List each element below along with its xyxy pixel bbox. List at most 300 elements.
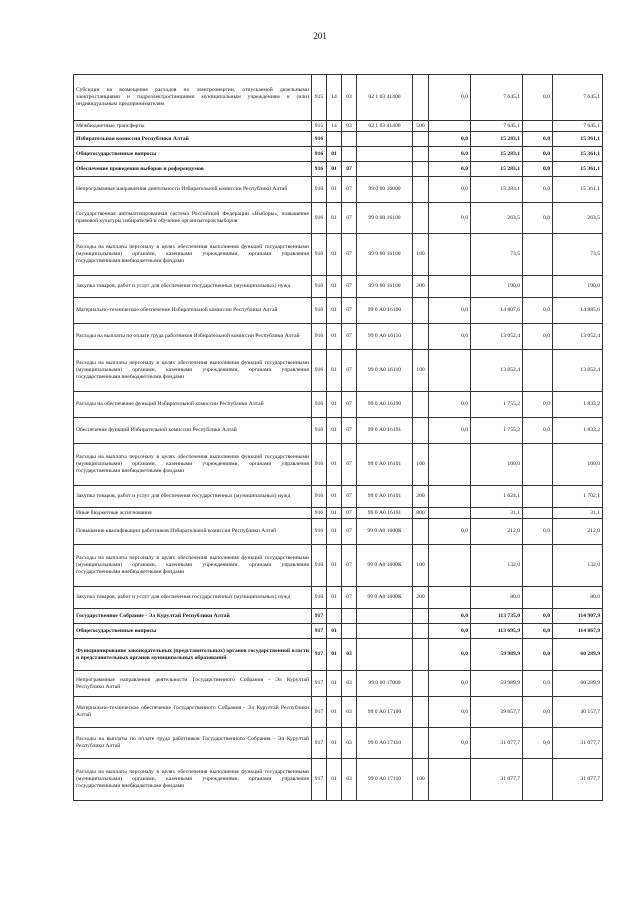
- row-amount-1: [429, 121, 471, 132]
- table-row: [74, 234, 603, 276]
- page-number: 201: [313, 31, 327, 41]
- row-section-code: 01: [327, 276, 342, 298]
- row-expense-type: 100: [413, 234, 429, 276]
- row-amount-1: [429, 545, 471, 587]
- row-section-code: 01: [327, 203, 342, 234]
- row-subsection-code: 03: [342, 121, 357, 132]
- row-ministry-code: 917: [312, 624, 327, 639]
- row-target-article: [357, 609, 413, 624]
- row-section-code: 01: [327, 624, 342, 639]
- table-row: [74, 177, 603, 203]
- row-amount-4: 15 361,1: [553, 177, 603, 203]
- row-subsection-code: 03: [342, 75, 357, 121]
- row-amount-1: [429, 486, 471, 508]
- row-target-article: 02 1 03 41400: [357, 121, 413, 132]
- row-section-code: 01: [327, 728, 342, 759]
- row-amount-2: 15 283,1: [471, 177, 523, 203]
- row-expense-type: [413, 697, 429, 728]
- row-target-article: 99 0 А0 17110: [357, 759, 413, 801]
- row-amount-2: 1 755,2: [471, 418, 523, 444]
- row-amount-2: 212,0: [471, 519, 523, 545]
- row-amount-1: [429, 444, 471, 486]
- row-amount-3: 0,0: [523, 162, 553, 177]
- row-amount-2: 59 989,9: [471, 639, 523, 671]
- row-ministry-code: 916: [312, 177, 327, 203]
- row-amount-1: 0,0: [429, 624, 471, 639]
- row-name: Функционирование законодательных (представительных) органов государственной власти и представительных органов муниципальных образований: [74, 639, 312, 671]
- table-row: [74, 276, 603, 298]
- table-row: [74, 203, 603, 234]
- row-amount-2: 73,5: [471, 234, 523, 276]
- table-row: [74, 519, 603, 545]
- row-amount-4: 31 077,7: [553, 759, 603, 801]
- row-amount-3: 0,0: [523, 75, 553, 121]
- row-target-article: 99 0 А0 17100: [357, 697, 413, 728]
- row-target-article: 99 0 А0 16191: [357, 508, 413, 519]
- table-row: [74, 418, 603, 444]
- row-ministry-code: 916: [312, 486, 327, 508]
- row-expense-type: 100: [413, 545, 429, 587]
- row-amount-4: 132,0: [553, 545, 603, 587]
- row-amount-1: 0,0: [429, 147, 471, 162]
- row-section-code: 01: [327, 392, 342, 418]
- row-amount-3: [523, 444, 553, 486]
- row-amount-2: 1 624,1: [471, 486, 523, 508]
- row-amount-3: [523, 545, 553, 587]
- row-expense-type: 200: [413, 276, 429, 298]
- row-expense-type: [413, 639, 429, 671]
- row-amount-3: [523, 350, 553, 392]
- table-row: [74, 639, 603, 671]
- row-amount-3: 0,0: [523, 324, 553, 350]
- row-ministry-code: 916: [312, 324, 327, 350]
- row-name: Закупка товаров, работ и услуг для обеспечения государственных (муниципальных) нужд: [74, 587, 312, 609]
- row-amount-2: 14 807,6: [471, 298, 523, 324]
- row-amount-2: 7 645,1: [471, 121, 523, 132]
- row-amount-1: 0,0: [429, 418, 471, 444]
- row-subsection-code: 03: [342, 671, 357, 697]
- table-row: [74, 147, 603, 162]
- row-amount-2: 59 989,9: [471, 671, 523, 697]
- row-target-article: 99 0 А0 1600К: [357, 519, 413, 545]
- table-row: [74, 759, 603, 801]
- row-amount-3: [523, 121, 553, 132]
- row-amount-4: 31 077,7: [553, 728, 603, 759]
- row-amount-4: 114 907,9: [553, 609, 603, 624]
- row-subsection-code: 07: [342, 234, 357, 276]
- row-amount-1: [429, 350, 471, 392]
- row-amount-4: 114 867,9: [553, 624, 603, 639]
- row-ministry-code: 916: [312, 162, 327, 177]
- row-amount-4: 1 833,2: [553, 418, 603, 444]
- row-section-code: [327, 609, 342, 624]
- row-amount-1: 0,0: [429, 75, 471, 121]
- row-section-code: 01: [327, 587, 342, 609]
- row-section-code: 01: [327, 486, 342, 508]
- row-expense-type: [413, 75, 429, 121]
- row-ministry-code: 916: [312, 444, 327, 486]
- row-section-code: 01: [327, 324, 342, 350]
- row-ministry-code: 916: [312, 132, 327, 147]
- row-name: Избирательная комиссия Республики Алтай: [74, 132, 312, 147]
- row-section-code: 01: [327, 519, 342, 545]
- row-section-code: 01: [327, 418, 342, 444]
- row-subsection-code: 03: [342, 759, 357, 801]
- row-target-article: 99 0 А0 16191: [357, 418, 413, 444]
- row-section-code: 01: [327, 147, 342, 162]
- row-ministry-code: 916: [312, 418, 327, 444]
- row-name: Общегосударственные вопросы: [74, 624, 312, 639]
- row-amount-4: 263,5: [553, 203, 603, 234]
- row-target-article: 99 0 А0 1600К: [357, 545, 413, 587]
- row-ministry-code: 916: [312, 508, 327, 519]
- row-amount-3: 0,0: [523, 519, 553, 545]
- table-row: [74, 75, 603, 121]
- row-target-article: 99 0 А0 1600К: [357, 587, 413, 609]
- row-amount-4: 100,0: [553, 444, 603, 486]
- row-ministry-code: 917: [312, 609, 327, 624]
- row-subsection-code: [342, 132, 357, 147]
- row-amount-2: 190,0: [471, 276, 523, 298]
- row-amount-1: 0,0: [429, 609, 471, 624]
- row-name: Непрограммные направления деятельности Избирательной комиссии Республики Алтай: [74, 177, 312, 203]
- table-row: [74, 728, 603, 759]
- row-amount-3: 0,0: [523, 177, 553, 203]
- row-section-code: 01: [327, 671, 342, 697]
- row-expense-type: [413, 147, 429, 162]
- row-amount-1: 0,0: [429, 298, 471, 324]
- row-amount-1: 0,0: [429, 392, 471, 418]
- row-name: Повышение квалификации работников Избирательной комиссии Республики Алтай: [74, 519, 312, 545]
- row-expense-type: 100: [413, 444, 429, 486]
- row-amount-3: 0,0: [523, 728, 553, 759]
- row-amount-4: 190,0: [553, 276, 603, 298]
- row-amount-4: 60 289,9: [553, 639, 603, 671]
- row-amount-1: [429, 587, 471, 609]
- row-target-article: 99 0 00 16100: [357, 234, 413, 276]
- row-amount-3: 0,0: [523, 609, 553, 624]
- row-amount-1: 0,0: [429, 671, 471, 697]
- row-name: Обеспечение функций Избирательной комиссии Республики Алтай: [74, 418, 312, 444]
- row-amount-4: 15 361,1: [553, 162, 603, 177]
- row-name: Расходы на выплаты персоналу в целях обеспечения выполнения функций государственными (муниципальными) органами, казенными учреждениями, органами управления государственными внебюджетными фондами: [74, 444, 312, 486]
- row-target-article: 99 0 А0 16191: [357, 444, 413, 486]
- row-ministry-code: 917: [312, 728, 327, 759]
- row-amount-4: 1 702,1: [553, 486, 603, 508]
- row-name: Общегосударственные вопросы: [74, 147, 312, 162]
- row-section-code: 01: [327, 545, 342, 587]
- row-amount-1: 0,0: [429, 203, 471, 234]
- row-amount-4: 15 361,1: [553, 147, 603, 162]
- row-section-code: 01: [327, 234, 342, 276]
- row-expense-type: [413, 418, 429, 444]
- table-row: [74, 350, 603, 392]
- row-ministry-code: 917: [312, 639, 327, 671]
- row-amount-2: 7 645,1: [471, 75, 523, 121]
- row-expense-type: [413, 177, 429, 203]
- row-expense-type: [413, 392, 429, 418]
- row-amount-2: 1 755,2: [471, 392, 523, 418]
- row-amount-2: 113 735,0: [471, 609, 523, 624]
- row-name: Обеспечение проведения выборов и референдумов: [74, 162, 312, 177]
- row-name: Закупка товаров, работ и услуг для обеспечения государственных (муниципальных) нужд: [74, 276, 312, 298]
- row-ministry-code: 915: [312, 75, 327, 121]
- row-amount-2: 13 052,4: [471, 324, 523, 350]
- row-target-article: [357, 639, 413, 671]
- row-subsection-code: 03: [342, 728, 357, 759]
- row-name: Материально-техническое обеспечение Избирательной комиссии Республики Алтай: [74, 298, 312, 324]
- row-section-code: 01: [327, 444, 342, 486]
- row-amount-1: [429, 276, 471, 298]
- row-subsection-code: 03: [342, 639, 357, 671]
- row-amount-1: 0,0: [429, 324, 471, 350]
- row-section-code: [327, 132, 342, 147]
- row-subsection-code: 07: [342, 519, 357, 545]
- row-amount-3: 0,0: [523, 392, 553, 418]
- row-amount-4: 7 645,1: [553, 75, 603, 121]
- row-amount-1: 0,0: [429, 162, 471, 177]
- row-name: Материально-техническое обеспечение Государственного Собрания - Эл Курултай Республики Алтай: [74, 697, 312, 728]
- row-subsection-code: 07: [342, 298, 357, 324]
- row-ministry-code: 916: [312, 276, 327, 298]
- row-amount-3: 0,0: [523, 132, 553, 147]
- row-ministry-code: 916: [312, 545, 327, 587]
- row-name: Расходы на выплаты по оплате труда работников Избирательной комиссии Республики Алтай: [74, 324, 312, 350]
- row-subsection-code: 07: [342, 486, 357, 508]
- row-target-article: 99 0 А0 16191: [357, 486, 413, 508]
- row-expense-type: 800: [413, 508, 429, 519]
- row-target-article: [357, 147, 413, 162]
- row-target-article: 99 0 А0 16190: [357, 392, 413, 418]
- row-expense-type: [413, 519, 429, 545]
- row-amount-2: 15 283,1: [471, 132, 523, 147]
- row-amount-3: 0,0: [523, 624, 553, 639]
- row-amount-2: 263,5: [471, 203, 523, 234]
- row-name: Расходы на обеспечение функций Избирательной комиссии Республики Алтай: [74, 392, 312, 418]
- row-subsection-code: 07: [342, 418, 357, 444]
- row-subsection-code: 07: [342, 444, 357, 486]
- row-section-code: 01: [327, 697, 342, 728]
- table-row: [74, 545, 603, 587]
- row-amount-4: 60 289,9: [553, 671, 603, 697]
- row-ministry-code: 916: [312, 147, 327, 162]
- row-expense-type: [413, 162, 429, 177]
- row-expense-type: 500: [413, 121, 429, 132]
- row-amount-2: 80,0: [471, 587, 523, 609]
- row-subsection-code: [342, 624, 357, 639]
- row-amount-4: 15 361,1: [553, 132, 603, 147]
- row-amount-3: 0,0: [523, 203, 553, 234]
- row-expense-type: [413, 609, 429, 624]
- table-row: [74, 162, 603, 177]
- row-section-code: 01: [327, 298, 342, 324]
- row-name: Государственное Собрание - Эл Курултай Республики Алтай: [74, 609, 312, 624]
- row-amount-2: 31 077,7: [471, 759, 523, 801]
- row-amount-2: 132,0: [471, 545, 523, 587]
- row-amount-3: [523, 234, 553, 276]
- row-name: Субсидии на возмещение расходов по электроэнергии, отпускаемой дизельными электростанциями и гидроэлектростанциями муниципальным учреждениям и (или) индивидуальным предпринимателям: [74, 75, 312, 121]
- row-amount-4: 13 052,4: [553, 324, 603, 350]
- row-amount-3: 0,0: [523, 298, 553, 324]
- table-row: [74, 324, 603, 350]
- row-target-article: [357, 162, 413, 177]
- row-amount-1: [429, 508, 471, 519]
- row-target-article: 99 0 00 16000: [357, 177, 413, 203]
- row-target-article: 99 0 А0 16110: [357, 350, 413, 392]
- row-name: Непрограммные направления деятельности Государственного Собрания - Эл Курултай Республики Алтай: [74, 671, 312, 697]
- row-expense-type: 200: [413, 486, 429, 508]
- row-amount-4: 13 052,4: [553, 350, 603, 392]
- table-row: [74, 697, 603, 728]
- row-amount-2: 15 283,1: [471, 147, 523, 162]
- row-target-article: 99 0 00 16100: [357, 203, 413, 234]
- row-name: Расходы на выплаты персоналу в целях обеспечения выполнения функций государственными (муниципальными) органами, казенными учреждениями, органами управления государственными внебюджетными фондами: [74, 759, 312, 801]
- row-subsection-code: 07: [342, 392, 357, 418]
- row-subsection-code: 07: [342, 177, 357, 203]
- row-ministry-code: 916: [312, 350, 327, 392]
- row-name: Расходы на выплаты персоналу в целях обеспечения выполнения функций государственными (муниципальными) органами, казенными учреждениями, органами управления государственными внебюджетными фондами: [74, 545, 312, 587]
- row-ministry-code: 917: [312, 697, 327, 728]
- row-subsection-code: [342, 609, 357, 624]
- row-ministry-code: 916: [312, 392, 327, 418]
- row-amount-2: 39 857,7: [471, 697, 523, 728]
- row-name: Межбюджетные трансферты: [74, 121, 312, 132]
- row-expense-type: 200: [413, 587, 429, 609]
- table-row: [74, 132, 603, 147]
- row-section-code: 14: [327, 75, 342, 121]
- table-row: [74, 671, 603, 697]
- row-amount-3: 0,0: [523, 639, 553, 671]
- row-amount-2: 13 052,4: [471, 350, 523, 392]
- row-name: Расходы на выплаты персоналу в целях обеспечения выполнения функций государственными (муниципальными) органами, казенными учреждениями, органами управления государственными внебюджетными фондами: [74, 234, 312, 276]
- row-ministry-code: 916: [312, 298, 327, 324]
- row-amount-4: 80,0: [553, 587, 603, 609]
- row-amount-1: 0,0: [429, 519, 471, 545]
- row-amount-4: 31,1: [553, 508, 603, 519]
- row-amount-4: 40 157,7: [553, 697, 603, 728]
- row-section-code: 01: [327, 177, 342, 203]
- row-name: Иные бюджетные ассигнования: [74, 508, 312, 519]
- row-expense-type: [413, 203, 429, 234]
- row-amount-3: 0,0: [523, 418, 553, 444]
- row-expense-type: [413, 132, 429, 147]
- row-amount-1: 0,0: [429, 697, 471, 728]
- table-row: [74, 624, 603, 639]
- row-subsection-code: 07: [342, 545, 357, 587]
- row-amount-3: 0,0: [523, 147, 553, 162]
- row-subsection-code: 07: [342, 508, 357, 519]
- row-ministry-code: 917: [312, 759, 327, 801]
- row-ministry-code: 916: [312, 587, 327, 609]
- row-name: Расходы на выплаты персоналу в целях обеспечения выполнения функций государственными (муниципальными) органами, казенными учреждениями, органами управления государственными внебюджетными фондами: [74, 350, 312, 392]
- table-row: [74, 486, 603, 508]
- row-amount-4: 1 833,2: [553, 392, 603, 418]
- row-amount-1: [429, 759, 471, 801]
- row-expense-type: [413, 671, 429, 697]
- table-row: [74, 121, 603, 132]
- row-subsection-code: 07: [342, 162, 357, 177]
- row-target-article: 02 1 03 41400: [357, 75, 413, 121]
- row-subsection-code: 07: [342, 587, 357, 609]
- row-amount-3: 0,0: [523, 671, 553, 697]
- row-amount-1: 0,0: [429, 132, 471, 147]
- row-amount-1: [429, 234, 471, 276]
- row-amount-1: 0,0: [429, 177, 471, 203]
- row-target-article: 99 0 А0 17110: [357, 728, 413, 759]
- row-amount-3: [523, 508, 553, 519]
- table-row: [74, 609, 603, 624]
- row-section-code: 01: [327, 162, 342, 177]
- row-target-article: 99 0 А0 16110: [357, 324, 413, 350]
- row-name: Государственная автоматизированная система Российской Федерации «Выборы», повышение правовой культуры избирателей и обучение организаторов выборов: [74, 203, 312, 234]
- row-amount-4: 7 645,1: [553, 121, 603, 132]
- row-target-article: 99 0 А0 16100: [357, 298, 413, 324]
- row-amount-3: [523, 759, 553, 801]
- row-subsection-code: [342, 147, 357, 162]
- row-section-code: 01: [327, 508, 342, 519]
- row-expense-type: [413, 728, 429, 759]
- row-amount-3: [523, 587, 553, 609]
- row-section-code: 01: [327, 639, 342, 671]
- row-subsection-code: 07: [342, 324, 357, 350]
- table-row: [74, 508, 603, 519]
- row-ministry-code: 915: [312, 121, 327, 132]
- row-amount-1: 0,0: [429, 639, 471, 671]
- row-target-article: [357, 624, 413, 639]
- row-amount-2: 100,0: [471, 444, 523, 486]
- table-row: [74, 444, 603, 486]
- row-expense-type: [413, 298, 429, 324]
- row-name: Расходы на выплаты по оплате труда работников Государственного Собрания - Эл Курултай Республики Алтай: [74, 728, 312, 759]
- row-ministry-code: 917: [312, 671, 327, 697]
- row-name: Закупка товаров, работ и услуг для обеспечения государственных (муниципальных) нужд: [74, 486, 312, 508]
- row-section-code: 14: [327, 121, 342, 132]
- row-section-code: 01: [327, 759, 342, 801]
- row-subsection-code: 07: [342, 276, 357, 298]
- row-section-code: 01: [327, 350, 342, 392]
- row-amount-3: 0,0: [523, 697, 553, 728]
- row-target-article: 99 0 00 16100: [357, 276, 413, 298]
- row-subsection-code: 07: [342, 203, 357, 234]
- row-amount-4: 212,0: [553, 519, 603, 545]
- row-amount-4: 73,5: [553, 234, 603, 276]
- row-ministry-code: 916: [312, 519, 327, 545]
- table-row: [74, 392, 603, 418]
- row-expense-type: 100: [413, 350, 429, 392]
- row-subsection-code: 03: [342, 697, 357, 728]
- row-subsection-code: 07: [342, 350, 357, 392]
- row-amount-2: 113 695,9: [471, 624, 523, 639]
- row-expense-type: [413, 324, 429, 350]
- row-ministry-code: 916: [312, 203, 327, 234]
- row-amount-1: 0,0: [429, 728, 471, 759]
- row-target-article: 99 0 00 17000: [357, 671, 413, 697]
- table-row: [74, 298, 603, 324]
- row-target-article: [357, 132, 413, 147]
- row-amount-2: 31 077,7: [471, 728, 523, 759]
- row-amount-2: 15 283,1: [471, 162, 523, 177]
- row-expense-type: 100: [413, 759, 429, 801]
- row-amount-2: 31,1: [471, 508, 523, 519]
- row-amount-3: [523, 486, 553, 508]
- table-body: [74, 75, 603, 801]
- row-expense-type: [413, 624, 429, 639]
- row-ministry-code: 916: [312, 234, 327, 276]
- budget-table: [73, 74, 603, 801]
- row-amount-3: [523, 276, 553, 298]
- table-row: [74, 587, 603, 609]
- row-amount-4: 14 885,6: [553, 298, 603, 324]
